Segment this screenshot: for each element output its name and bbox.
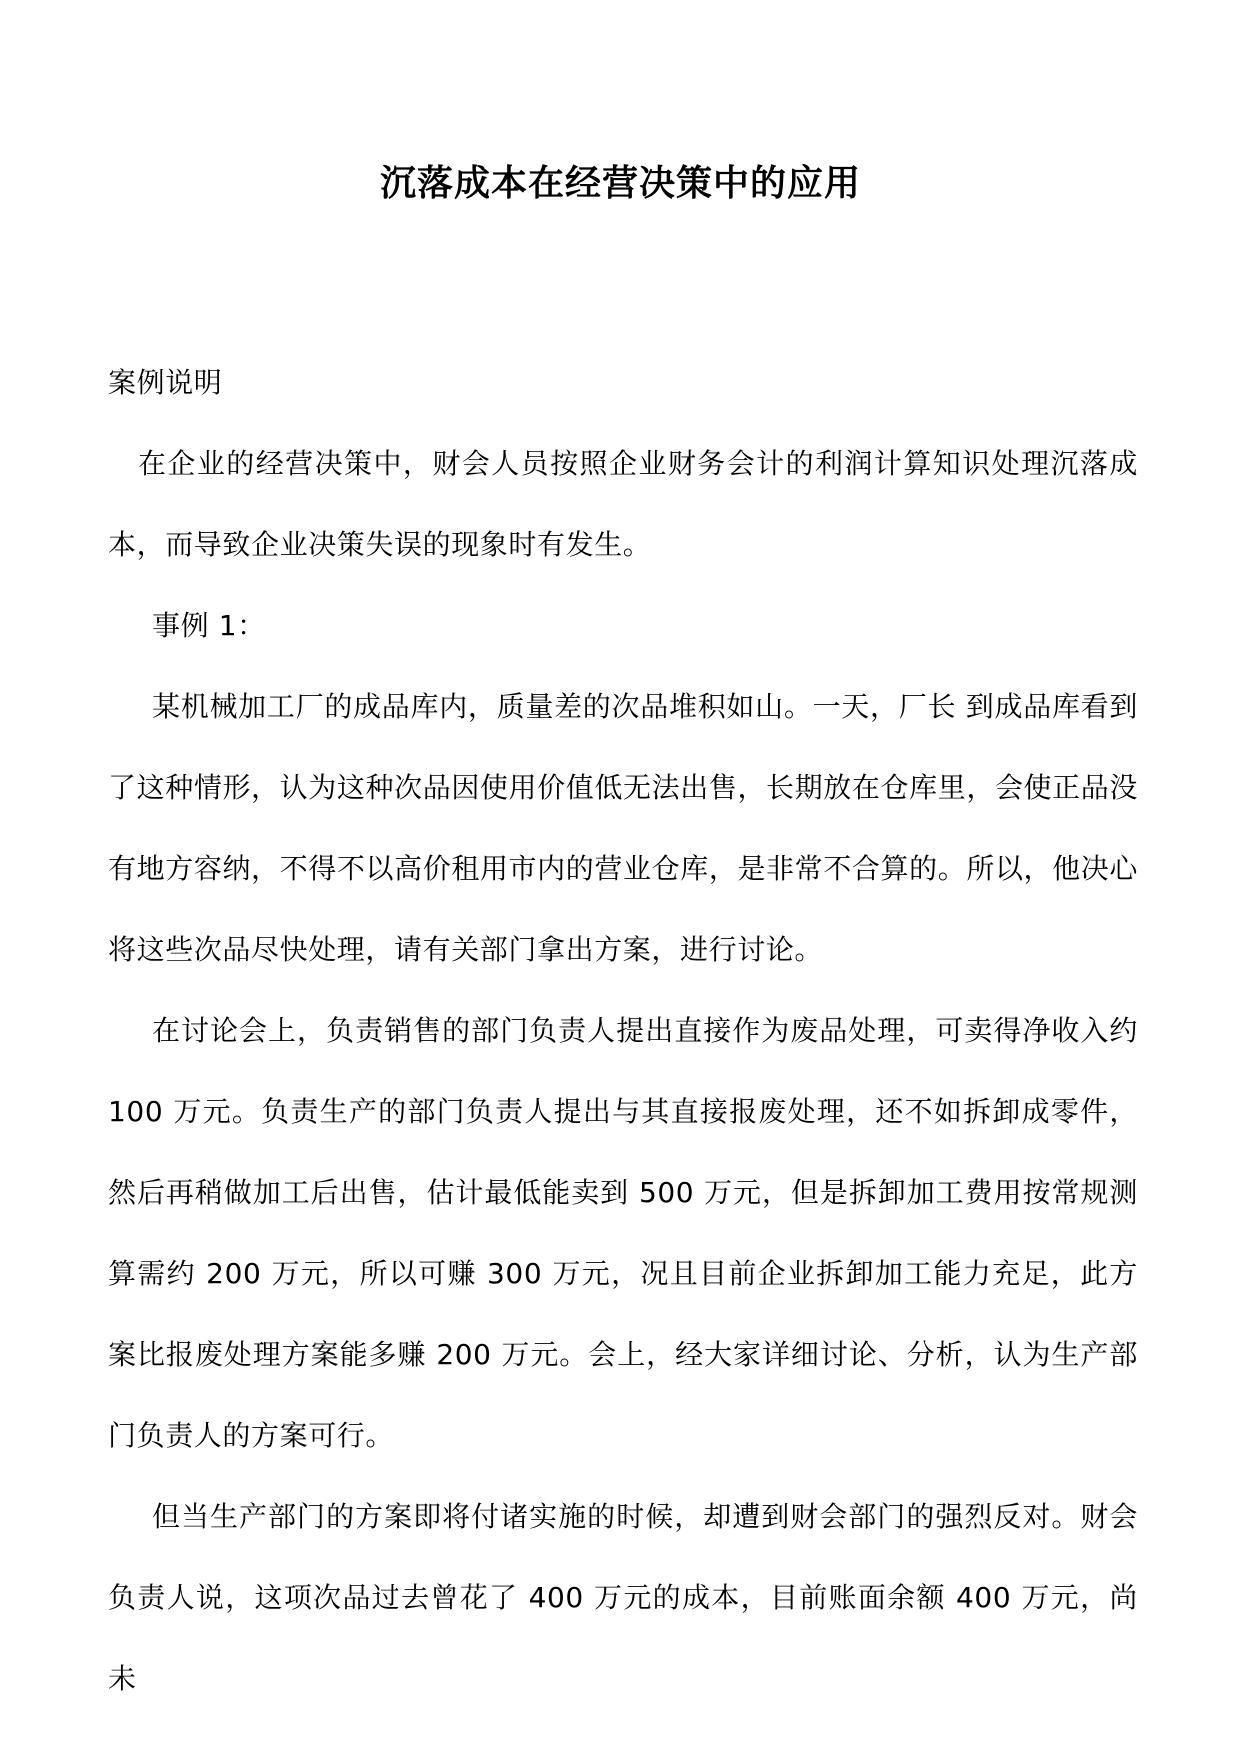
document-body — [108, 342, 1138, 1719]
paragraph-discussion: 在讨论会上，负责销售的部门负责人提出直接作为废品处理，可卖得净收入约 100 万元。负责生产的部门负责人提出与其直接报废处理，还不如拆卸成零件，然后再稍做加工后出售，估计最低能卖到 500 万元，但是拆卸加工费用按常规测算需约 200 万元，所以可赚 300 万元，况且目前企业拆卸加工能力充足，此方案比报废处理方案能多赚 200 万元。会上，经大家详细讨论、分析，认为生产部门负责人的方案可行。 — [108, 1014, 1138, 1452]
paragraph-objection: 但当生产部门的方案即将付诸实施的时候，却遭到财会部门的强烈反对。财会负责人说，这项次品过去曾花了 400 万元的成本，目前账面余额 400 万元，尚未 — [108, 1500, 1138, 1695]
case-label: 事例 1： — [152, 609, 266, 642]
section-heading: 案例说明 — [108, 366, 223, 399]
document-title: 沉落成本在经营决策中的应用 — [379, 162, 861, 204]
paragraph-intro: 在企业的经营决策中，财会人员按照企业财务会计的利润计算知识处理沉落成本，而导致企业决策失误的现象时有发生。 — [108, 447, 1138, 561]
paragraph-case-description: 某机械加工厂的成品库内，质量差的次品堆积如山。一天，厂长 到成品库看到了这种情形，认为这种次品因使用价值低无法出售，长期放在仓库里，会使正品没有地方容纳，不得不以高价租用市内的营业仓库，是非常不合算的。所以，他决心将这些次品尽快处理，请有关部门拿出方案，进行讨论。 — [108, 690, 1138, 966]
